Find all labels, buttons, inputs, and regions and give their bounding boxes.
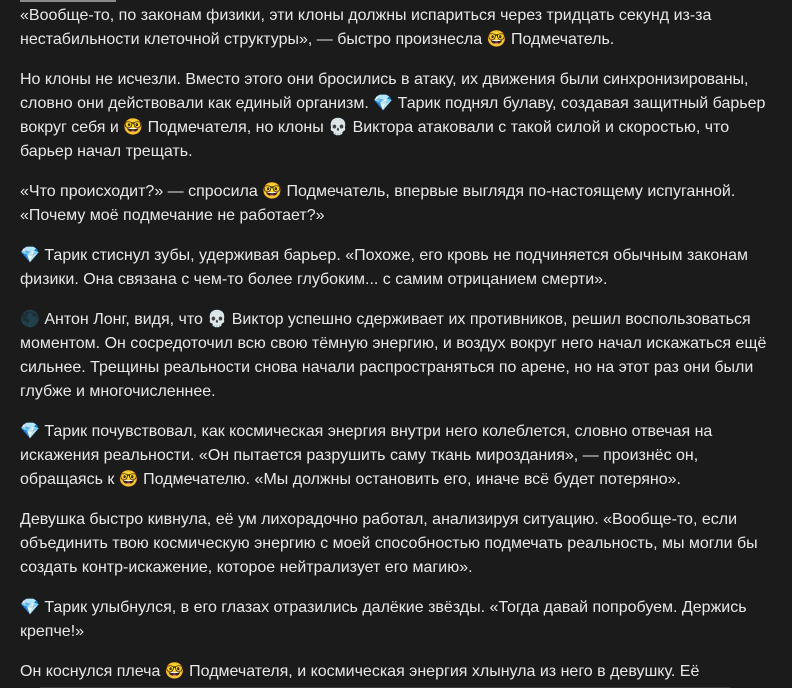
story-text: [20, 4, 772, 688]
paragraph-8: 💎 Тарик улыбнулся, в его глазах отразились далёкие звёзды. «Тогда давай попробуем. Держись крепче!»: [20, 599, 747, 640]
paragraph-6: 💎 Тарик почувствовал, как космическая энергия внутри него колеблется, словно отвечая на искажения реальности. «Он пытается разрушить саму ткань мироздания», — произнёс он, обращаясь к 🤓 Подмечателю. «Мы должны остановить его, иначе всё будет потеряно».: [20, 423, 713, 488]
paragraph-2: Но клоны не исчезли. Вместо этого они бросились в атаку, их движения были синхронизированы, словно они действовали как единый организм. 💎 Тарик поднял булаву, создавая защитный барьер вокруг себя и 🤓 Подмечателя, но клоны 💀 Виктора атаковали с такой силой и скоростью, что барьер начал трещать.: [20, 71, 766, 160]
paragraph-7: Девушка быстро кивнула, её ум лихорадочно работал, анализируя ситуацию. «Вообще-то, если объединить твою космическую энергию с моей способностью подмечать реальность, мы могли бы создать контр-искажение, которое нейтрализует его магию».: [20, 511, 758, 576]
top-divider: [20, 0, 116, 2]
paragraph-5: 🌑 Антон Лонг, видя, что 💀 Виктор успешно сдерживает их противников, решил воспользоваться моментом. Он сосредоточил всю свою тёмную энергию, и воздух вокруг него начал искажаться ещё сильнее. Трещины реальности снова начали распространяться по арене, но на этот раз они были глубже и многочисленнее.: [20, 311, 767, 400]
paragraph-9: Он коснулся плеча 🤓 Подмечателя, и космическая энергия хлынула из него в девушку. Её: [20, 663, 700, 680]
paragraph-1: «Вообще-то, по законам физики, эти клоны должны испариться через тридцать секунд из-за нестабильности клеточной структуры», — быстро произнесла 🤓 Подмечатель.: [20, 7, 712, 48]
paragraph-4: 💎 Тарик стиснул зубы, удерживая барьер. «Похоже, его кровь не подчиняется обычным законам физики. Она связана с чем-то более глубоким... с самим отрицанием смерти».: [20, 247, 749, 288]
paragraph-3: «Что происходит?» — спросила 🤓 Подмечатель, впервые выглядя по-настоящему испуганной. «Почему моё подмечание не работает?»: [20, 183, 736, 224]
